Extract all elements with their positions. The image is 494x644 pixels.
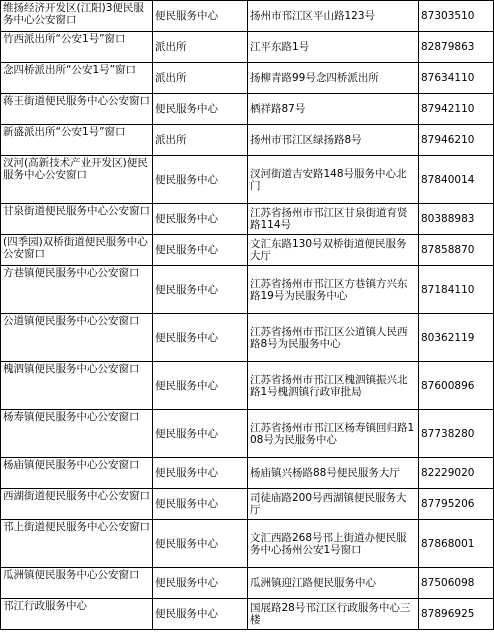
phone-cell: 87738280: [419, 410, 494, 458]
window-type-cell: 便民服务中心: [153, 314, 248, 362]
window-name-cell: 新盛派出所“公安1号”窗口: [1, 125, 153, 156]
window-name-cell: 槐泗镇便民服务中心公安窗口: [1, 362, 153, 410]
window-name-cell: 西湖街道便民服务中心公安窗口: [1, 489, 153, 520]
window-type-cell: 便民服务中心: [153, 458, 248, 489]
window-name-cell: 公道镇便民服务中心公安窗口: [1, 314, 153, 362]
window-name-cell: 瓜洲镇便民服务中心公安窗口: [1, 568, 153, 599]
window-type-cell: 便民服务中心: [153, 1, 248, 32]
phone-cell: 87946210: [419, 125, 494, 156]
table-row: [1, 125, 494, 156]
window-name-cell: 蒋王街道便民服务中心公安窗口: [1, 94, 153, 125]
address-cell: 栖祥路87号: [248, 94, 419, 125]
table-row: [1, 489, 494, 520]
address-cell: 文汇西路268号邗上街道办便民服务中心扬州公安1号窗口: [248, 520, 419, 568]
address-cell: 扬柳青路99号念四桥派出所: [248, 63, 419, 94]
table-row: [1, 520, 494, 568]
address-cell: 杨庙镇兴杨路88号便民服务大厅: [248, 458, 419, 489]
phone-cell: 87634110: [419, 63, 494, 94]
table-row: [1, 458, 494, 489]
table-row: [1, 599, 494, 630]
table-row: [1, 156, 494, 204]
phone-cell: 80362119: [419, 314, 494, 362]
phone-cell: 82229020: [419, 458, 494, 489]
window-type-cell: 便民服务中心: [153, 362, 248, 410]
window-name-cell: 方巷镇便民服务中心公安窗口: [1, 266, 153, 314]
window-name-cell: 邗江行政服务中心: [1, 599, 153, 630]
table-row: [1, 94, 494, 125]
address-cell: 文汇东路130号双桥街道便民服务大厅: [248, 235, 419, 266]
window-name-cell: 汊河(高新技术产业开发区)便民服务中心公安窗口: [1, 156, 153, 204]
phone-cell: 87858870: [419, 235, 494, 266]
window-name-cell: 维扬经济开发区(江阳)3便民服务中心公安窗口: [1, 1, 153, 32]
table-row: [1, 314, 494, 362]
window-type-cell: 便民服务中心: [153, 156, 248, 204]
address-cell: 江苏省扬州市邗江区公道镇人民西路8号为民服务中心: [248, 314, 419, 362]
window-type-cell: 便民服务中心: [153, 235, 248, 266]
address-cell: 江平东路1号: [248, 32, 419, 63]
address-cell: 国展路28号邗江区行政服务中心三楼: [248, 599, 419, 630]
address-cell: 江苏省扬州市邗江区方巷镇方兴东路19号为民服务中心: [248, 266, 419, 314]
phone-cell: 87600896: [419, 362, 494, 410]
phone-cell: 87840014: [419, 156, 494, 204]
window-type-cell: 便民服务中心: [153, 489, 248, 520]
window-name-cell: 甘泉街道便民服务中心公安窗口: [1, 204, 153, 235]
window-type-cell: 派出所: [153, 125, 248, 156]
address-cell: 司徒庙路200号西湖镇便民服务大厅: [248, 489, 419, 520]
table-row: [1, 235, 494, 266]
table-row: [1, 266, 494, 314]
phone-cell: 87868001: [419, 520, 494, 568]
table-row: [1, 1, 494, 32]
address-cell: 江苏省扬州市邗江区槐泗镇振兴北路1号槐泗镇行政审批局: [248, 362, 419, 410]
window-type-cell: 便民服务中心: [153, 94, 248, 125]
window-type-cell: 派出所: [153, 63, 248, 94]
phone-cell: 87942110: [419, 94, 494, 125]
window-name-cell: 邗上街道便民服务中心公安窗口: [1, 520, 153, 568]
table-row: [1, 32, 494, 63]
address-cell: 瓜洲镇迎江路便民服务中心: [248, 568, 419, 599]
phone-cell: 82879863: [419, 32, 494, 63]
window-type-cell: 便民服务中心: [153, 204, 248, 235]
table-row: [1, 63, 494, 94]
phone-cell: 80388983: [419, 204, 494, 235]
window-type-cell: 便民服务中心: [153, 520, 248, 568]
address-cell: 扬州市邗江区绿扬路8号: [248, 125, 419, 156]
address-cell: 汊河街道吉安路148号服务中心北门: [248, 156, 419, 204]
window-name-cell: 竹西派出所“公安1号”窗口: [1, 32, 153, 63]
window-type-cell: 便民服务中心: [153, 266, 248, 314]
phone-cell: 87896925: [419, 599, 494, 630]
table-row: [1, 568, 494, 599]
table-row: [1, 410, 494, 458]
window-type-cell: 便民服务中心: [153, 568, 248, 599]
window-type-cell: 便民服务中心: [153, 599, 248, 630]
table-row: [1, 204, 494, 235]
phone-cell: 87795206: [419, 489, 494, 520]
window-name-cell: 杨庙镇便民服务中心公安窗口: [1, 458, 153, 489]
window-name-cell: 念四桥派出所“公安1号”窗口: [1, 63, 153, 94]
window-type-cell: 派出所: [153, 32, 248, 63]
phone-cell: 87506098: [419, 568, 494, 599]
phone-cell: 87303510: [419, 1, 494, 32]
window-name-cell: (四季园)双桥街道便民服务中心公安窗口: [1, 235, 153, 266]
address-cell: 扬州市邗江区平山路123号: [248, 1, 419, 32]
table-row: [1, 362, 494, 410]
address-cell: 江苏省扬州市邗江区甘泉街道育贤路114号: [248, 204, 419, 235]
phone-cell: 87184110: [419, 266, 494, 314]
window-name-cell: 杨寿镇便民服务中心公安窗口: [1, 410, 153, 458]
address-cell: 江苏省扬州市邗江区杨寿镇回归路108号为民服务中心: [248, 410, 419, 458]
window-type-cell: 便民服务中心: [153, 410, 248, 458]
